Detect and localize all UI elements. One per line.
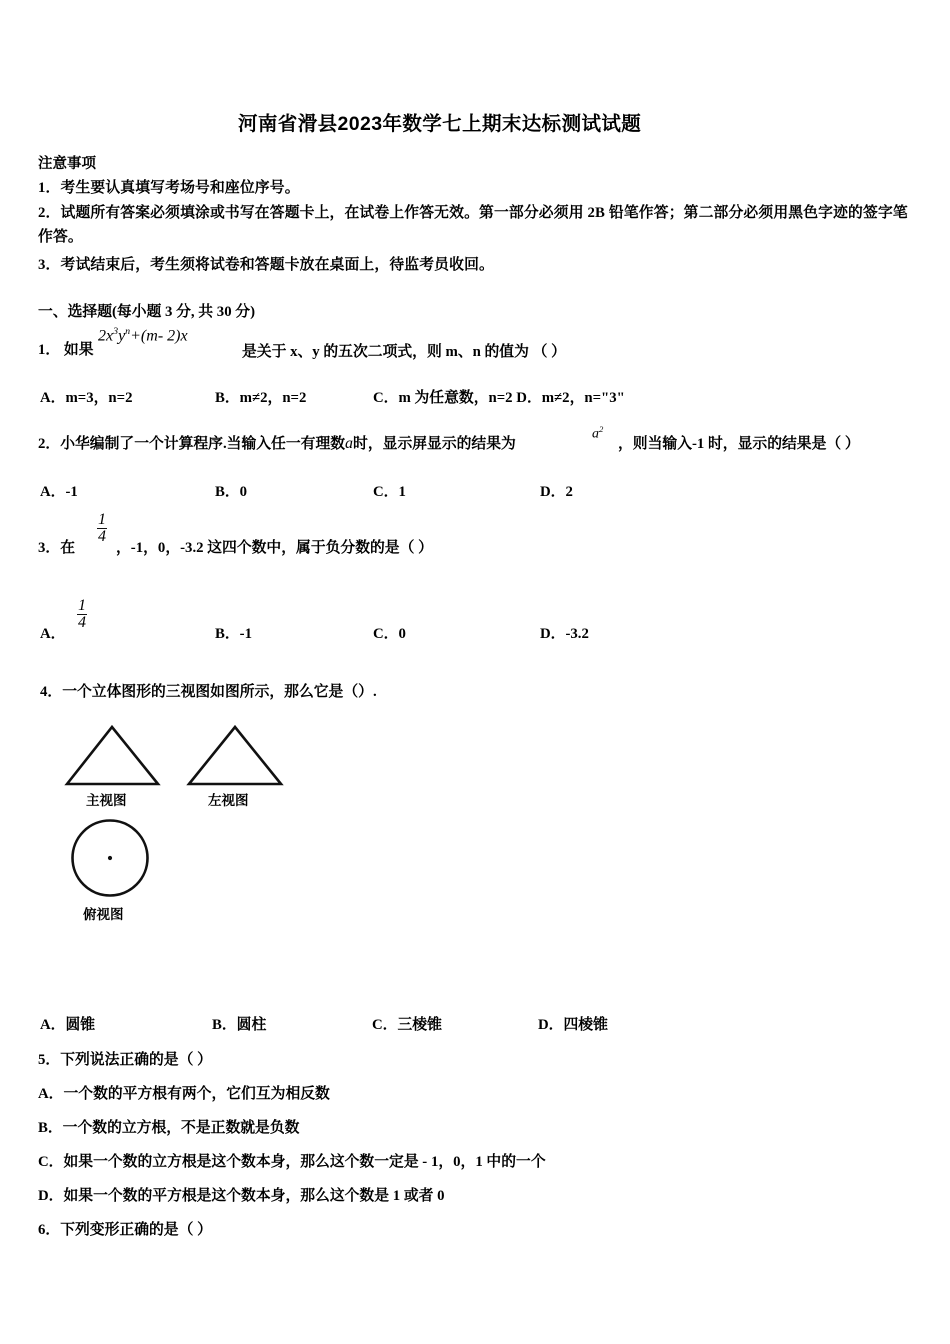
top-view-label: 俯视图 [83,907,124,922]
q5-option-b-text: 一个数的立方根，不是正数就是负数 [62,1120,300,1136]
question-6 [38,1218,212,1239]
q4-option-a-label: A． [40,1017,66,1033]
q3-option-a-fraction [76,598,88,632]
three-view-svg [60,718,360,933]
page-title: 河南省滑县2023年数学七上期末达标测试试题 [238,113,642,135]
question-1-number: 1． [38,342,61,358]
q2-option-b-text: 0 [239,484,248,500]
q3-option-b[interactable] [215,622,252,643]
q3-option-a-label: A． [40,626,66,642]
question-3-stem-before: 在 [60,540,76,556]
formula-minus-two: - 2) [157,327,181,345]
formula-y: y [118,327,126,345]
q2-option-c-text: 1 [398,484,406,500]
q3-option-c-text: 0 [398,626,406,642]
q5-option-d-label: D． [38,1188,64,1204]
q4-option-d[interactable] [538,1013,608,1034]
formula-m: m [146,327,158,345]
formula-plus-paren: +( [130,327,147,345]
q3-option-a[interactable] [40,622,65,643]
q4-option-b-text: 圆柱 [236,1017,267,1033]
q2-option-c[interactable] [373,480,406,501]
question-3-number: 3． [38,540,61,556]
question-4-stem: 一个立体图形的三视图如图所示，那么它是（）. [62,684,377,700]
q2-option-d[interactable] [540,480,573,501]
q5-option-b[interactable] [38,1116,299,1137]
formula-x-exponent: 3 [113,326,119,337]
q3-option-d[interactable] [540,622,589,643]
formula-y-exponent: n [125,326,131,337]
notice-item-3: 3．考试结束后，考生须将试卷和答题卡放在桌面上，待监考员收回。 [38,257,494,273]
q2-option-b-label: B． [215,484,240,500]
question-3 [38,536,75,557]
q2-option-d-text: 2 [565,484,573,500]
question-1 [38,338,94,359]
question-2-stem-before: 小华编制了一个计算程序.当输入任一有理数 [60,436,346,452]
q3-option-d-label: D． [540,626,566,642]
q4-option-d-text: 四棱锥 [563,1017,608,1033]
question-1-formula [98,326,188,345]
q3-fraction-numerator: 1 [98,511,106,528]
q2-option-a-label: A． [40,484,66,500]
question-2-variable-a: a [345,435,354,452]
q1-option-b-text: m≠2，n=2 [239,390,307,406]
q4-option-d-label: D． [538,1017,564,1033]
q3-option-b-label: B． [215,626,240,642]
question-2-stem-after: ，则当输入-1 时，显示的结果是（ ） [618,436,860,452]
q5-option-b-label: B． [38,1120,63,1136]
q1-option-b-label: B． [215,390,240,406]
q1-option-cd[interactable] [373,386,625,407]
question-2 [38,432,516,453]
q3-option-d-text: -3.2 [565,626,589,642]
question-1-stem-before: 如果 [63,342,94,358]
q1-option-a-text: m=3，n=2 [65,390,133,406]
formula-coefficient: 2 [98,327,106,345]
q3-option-a-fraction-numerator: 1 [78,597,86,614]
q5-option-a[interactable] [38,1082,330,1103]
front-view-label: 主视图 [86,793,127,808]
question-6-stem: 下列变形正确的是（ ） [60,1222,212,1238]
q1-option-c-text: m 为任意数，n=2 D．m≠2，n="3" [398,390,625,406]
side-view-label: 左视图 [208,793,249,808]
question-5 [38,1048,212,1069]
formula-tail-x: x [180,327,188,345]
q4-option-b-label: B． [212,1017,237,1033]
q5-option-c[interactable] [38,1150,546,1171]
q2-option-c-label: C． [373,484,399,500]
q5-option-d[interactable] [38,1184,445,1205]
q2-formula-base: a [592,426,599,442]
q1-option-a-label: A． [40,390,66,406]
q4-option-a-text: 圆锥 [65,1017,96,1033]
formula-x: x [106,327,114,345]
q5-option-a-label: A． [38,1086,64,1102]
q1-option-a[interactable] [40,386,133,407]
question-2-formula-a-squared [592,424,603,443]
q1-option-b[interactable] [215,386,306,407]
question-1-stem-after: 是关于 x、y 的五次二项式，则 m、n 的值为 （ ） [242,344,566,360]
question-3-fraction-one-quarter [96,512,108,546]
q3-option-c[interactable] [373,622,406,643]
notice-heading: 注意事项 [38,156,96,172]
question-6-number: 6． [38,1222,61,1238]
question-5-number: 5． [38,1052,61,1068]
q3-option-c-label: C． [373,626,399,642]
q2-option-d-label: D． [540,484,566,500]
q4-option-c-label: C． [372,1017,398,1033]
notice-item-1: 1．考生要认真填写考场号和座位序号。 [38,180,300,196]
q2-option-a-text: -1 [65,484,78,500]
top-view-center-dot-icon [108,856,112,860]
q2-option-a[interactable] [40,480,78,501]
q5-option-c-text: 如果一个数的立方根是这个数本身，那么这个数一定是 - 1，0，1 中的一个 [63,1154,546,1170]
q4-option-c-text: 三棱锥 [397,1017,442,1033]
question-5-stem: 下列说法正确的是（ ） [60,1052,212,1068]
three-view-figure [60,718,360,933]
q3-fraction-denominator: 4 [98,528,106,546]
q4-option-c[interactable] [372,1013,442,1034]
section-heading-choice: 一、选择题(每小题 3 分, 共 30 分) [38,304,256,320]
q4-option-a[interactable] [40,1013,95,1034]
side-view-triangle-icon [189,727,281,784]
q1-option-c-label: C． [373,390,399,406]
question-4-number: 4． [40,684,63,700]
question-2-number: 2． [38,436,61,452]
front-view-triangle-icon [67,727,158,784]
q3-option-a-fraction-denominator: 4 [78,614,86,632]
q5-option-d-text: 如果一个数的平方根是这个数本身，那么这个数是 1 或者 0 [63,1188,445,1204]
question-2-stem-mid: 时，显示屏显示的结果为 [353,436,516,452]
q3-option-b-text: -1 [239,626,252,642]
q2-formula-exponent: 2 [599,424,604,434]
q5-option-c-label: C． [38,1154,64,1170]
question-3-stem-after: ，-1，0，-3.2 这四个数中，属于负分数的是（ ） [116,540,433,556]
q4-option-b[interactable] [212,1013,266,1034]
question-4 [40,680,377,701]
q2-option-b[interactable] [215,480,247,501]
q5-option-a-text: 一个数的平方根有两个，它们互为相反数 [63,1086,330,1102]
notice-item-2: 2．试题所有答案必须填涂或书写在答题卡上，在试卷上作答无效。第一部分必须用 2B 铅笔作答；第二部分必须用黑色字迹的签字笔作答。 [38,205,908,245]
